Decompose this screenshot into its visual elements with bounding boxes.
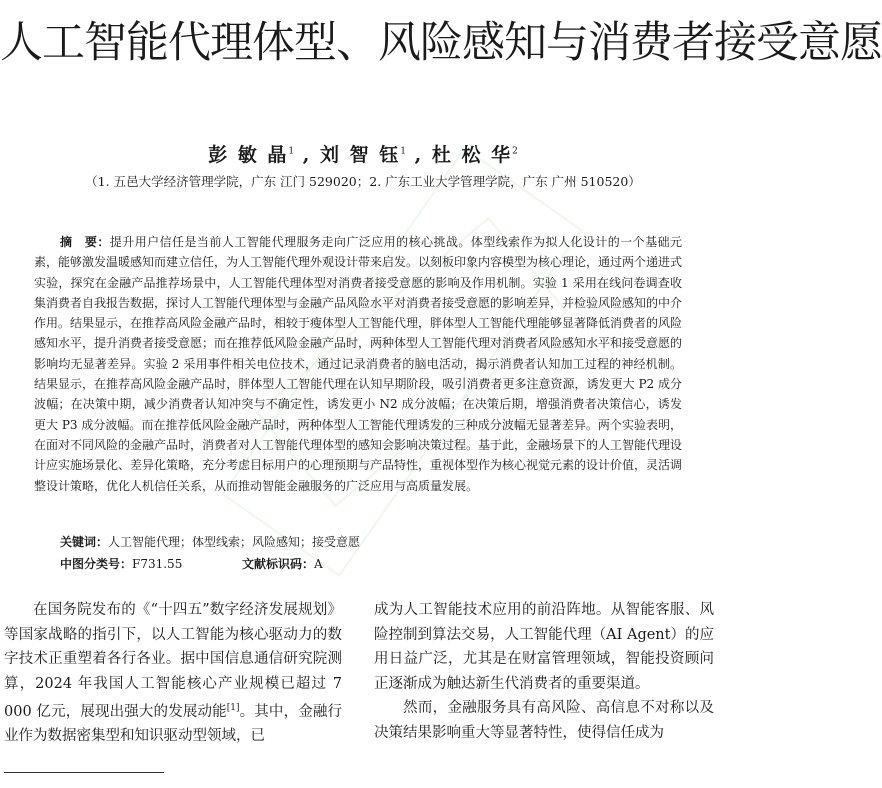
classification-label: 中图分类号： [60, 557, 133, 571]
classification-value: F731.55 [132, 557, 183, 571]
citation-mark: [1] [226, 703, 240, 713]
keywords-text: 人工智能代理；体型线索；风险感知；接受意愿 [108, 535, 361, 549]
abstract-text: 提升用户信任是当前人工智能代理服务走向广泛应用的核心挑战。体型线索作为拟人化设计的一个基础元素，能够激发温暖感知而建立信任，为人工智能代理外观设计带来启发。以刻板印象内容模型为核心理论，通过两个递进式实验，探究在金融产品推荐场景中，人工智能代理体型对消费者接受意愿的影响及作用机制。实验 1 采用在线问卷调查收集消费者自我报告数据，探讨人工智能代理体型与金融产品风险水平对消费者接受意愿的影响差异，并检验风险感知的中介作用。结果显示，在推荐高风险金融产品时，相较于瘦体型人工智能代理，胖体型人工智能代理能够显著降低消费者的风险感知水平，提升消费者接受意愿；而在推荐低风险金融产品时，两种体型人工智能代理对消费者风险感知水平和接受意愿的影响均无显著差异。实验 2 采用事件相关电位技术，通过记录消费者的脑电活动，揭示消费者认知加工过程的神经机制。结果显示，在推荐高风险金融产品时，胖体型人工智能代理在认知早期阶段，吸引消费者更多注意资源，诱发更大 P2 成分波幅；在决策中期，减少消费者认知冲突与不确定性，诱发更小 N2 成分波幅；在决策后期，增强消费者决策信心，诱发更大 P3 成分波幅。而在推荐低风险金融产品时，两种体型人工智能代理诱发的三种成分波幅无显著差异。两个实验表明，在面对不同风险的金融产品时，消费者对人工智能代理体型的感知会影响决策过程。基于此，金融场景下的人工智能代理设计应实施场景化、差异化策略，充分考虑目标用户的心理预期与产品特性，重视体型作为核心视觉元素的设计价值，灵活调整设计策略，优化人机信任关系，从而推动智能金融服务的广泛应用与高质量发展。 [34, 235, 683, 493]
body-paragraph: 然而，金融服务具有高风险、高信息不对称以及决策结果影响重大等显著特性，使得信任成为 [374, 700, 714, 741]
author-separator: , [405, 144, 432, 166]
author-affiliation-mark: 1 [400, 146, 406, 157]
author-list [0, 140, 726, 167]
author-name: 杜 松 华 [431, 144, 513, 166]
author-affiliation-mark: 1 [288, 146, 295, 157]
body-text: 。其中，金融行业作为数据密集型和知识驱动型领域，已 [4, 703, 342, 745]
affiliations: （1. 五邑大学经济管理学院，广东 江门 529020；2. 广东工业大学管理学院，广东 广州 510520） [85, 174, 641, 189]
document-code-value: A [314, 557, 323, 571]
body-column-left [4, 598, 342, 749]
keywords [60, 533, 360, 550]
footnote-rule [4, 772, 164, 773]
author-name: 彭 敏 晶 [208, 144, 289, 166]
body-paragraph: 成为人工智能技术应用的前沿阵地。从智能客服、风险控制到算法交易，人工智能代理（AI Agent）的应用日益广泛，尤其是在财富管理领域，智能投资顾问正逐渐成为触达新生代消费者的重要渠道。 [374, 602, 714, 692]
abstract-label: 摘 要： [60, 235, 110, 249]
abstract [34, 232, 682, 496]
classification-row [60, 555, 323, 572]
body-column-right [374, 598, 714, 745]
author-name: 刘 智 钰 [320, 144, 401, 166]
keywords-label: 关键词： [60, 535, 109, 549]
body-paragraph [4, 598, 342, 749]
document-code-label: 文献标识码： [242, 557, 315, 571]
author-separator: , [294, 144, 321, 166]
body-text: 在国务院发布的《“十四五”数字经济发展规划》等国家战略的指引下，以人工智能为核心驱动力的数字技术正重塑着各行各业。据中国信息通信研究院测算，2024 年我国人工智能核心产业规模已超过 7 000 亿元，展现出强大的发展动能 [4, 602, 342, 720]
paper-title: 人工智能代理体型、风险感知与消费者接受意愿 [0, 18, 882, 68]
author-affiliation-mark: 2 [512, 146, 518, 157]
